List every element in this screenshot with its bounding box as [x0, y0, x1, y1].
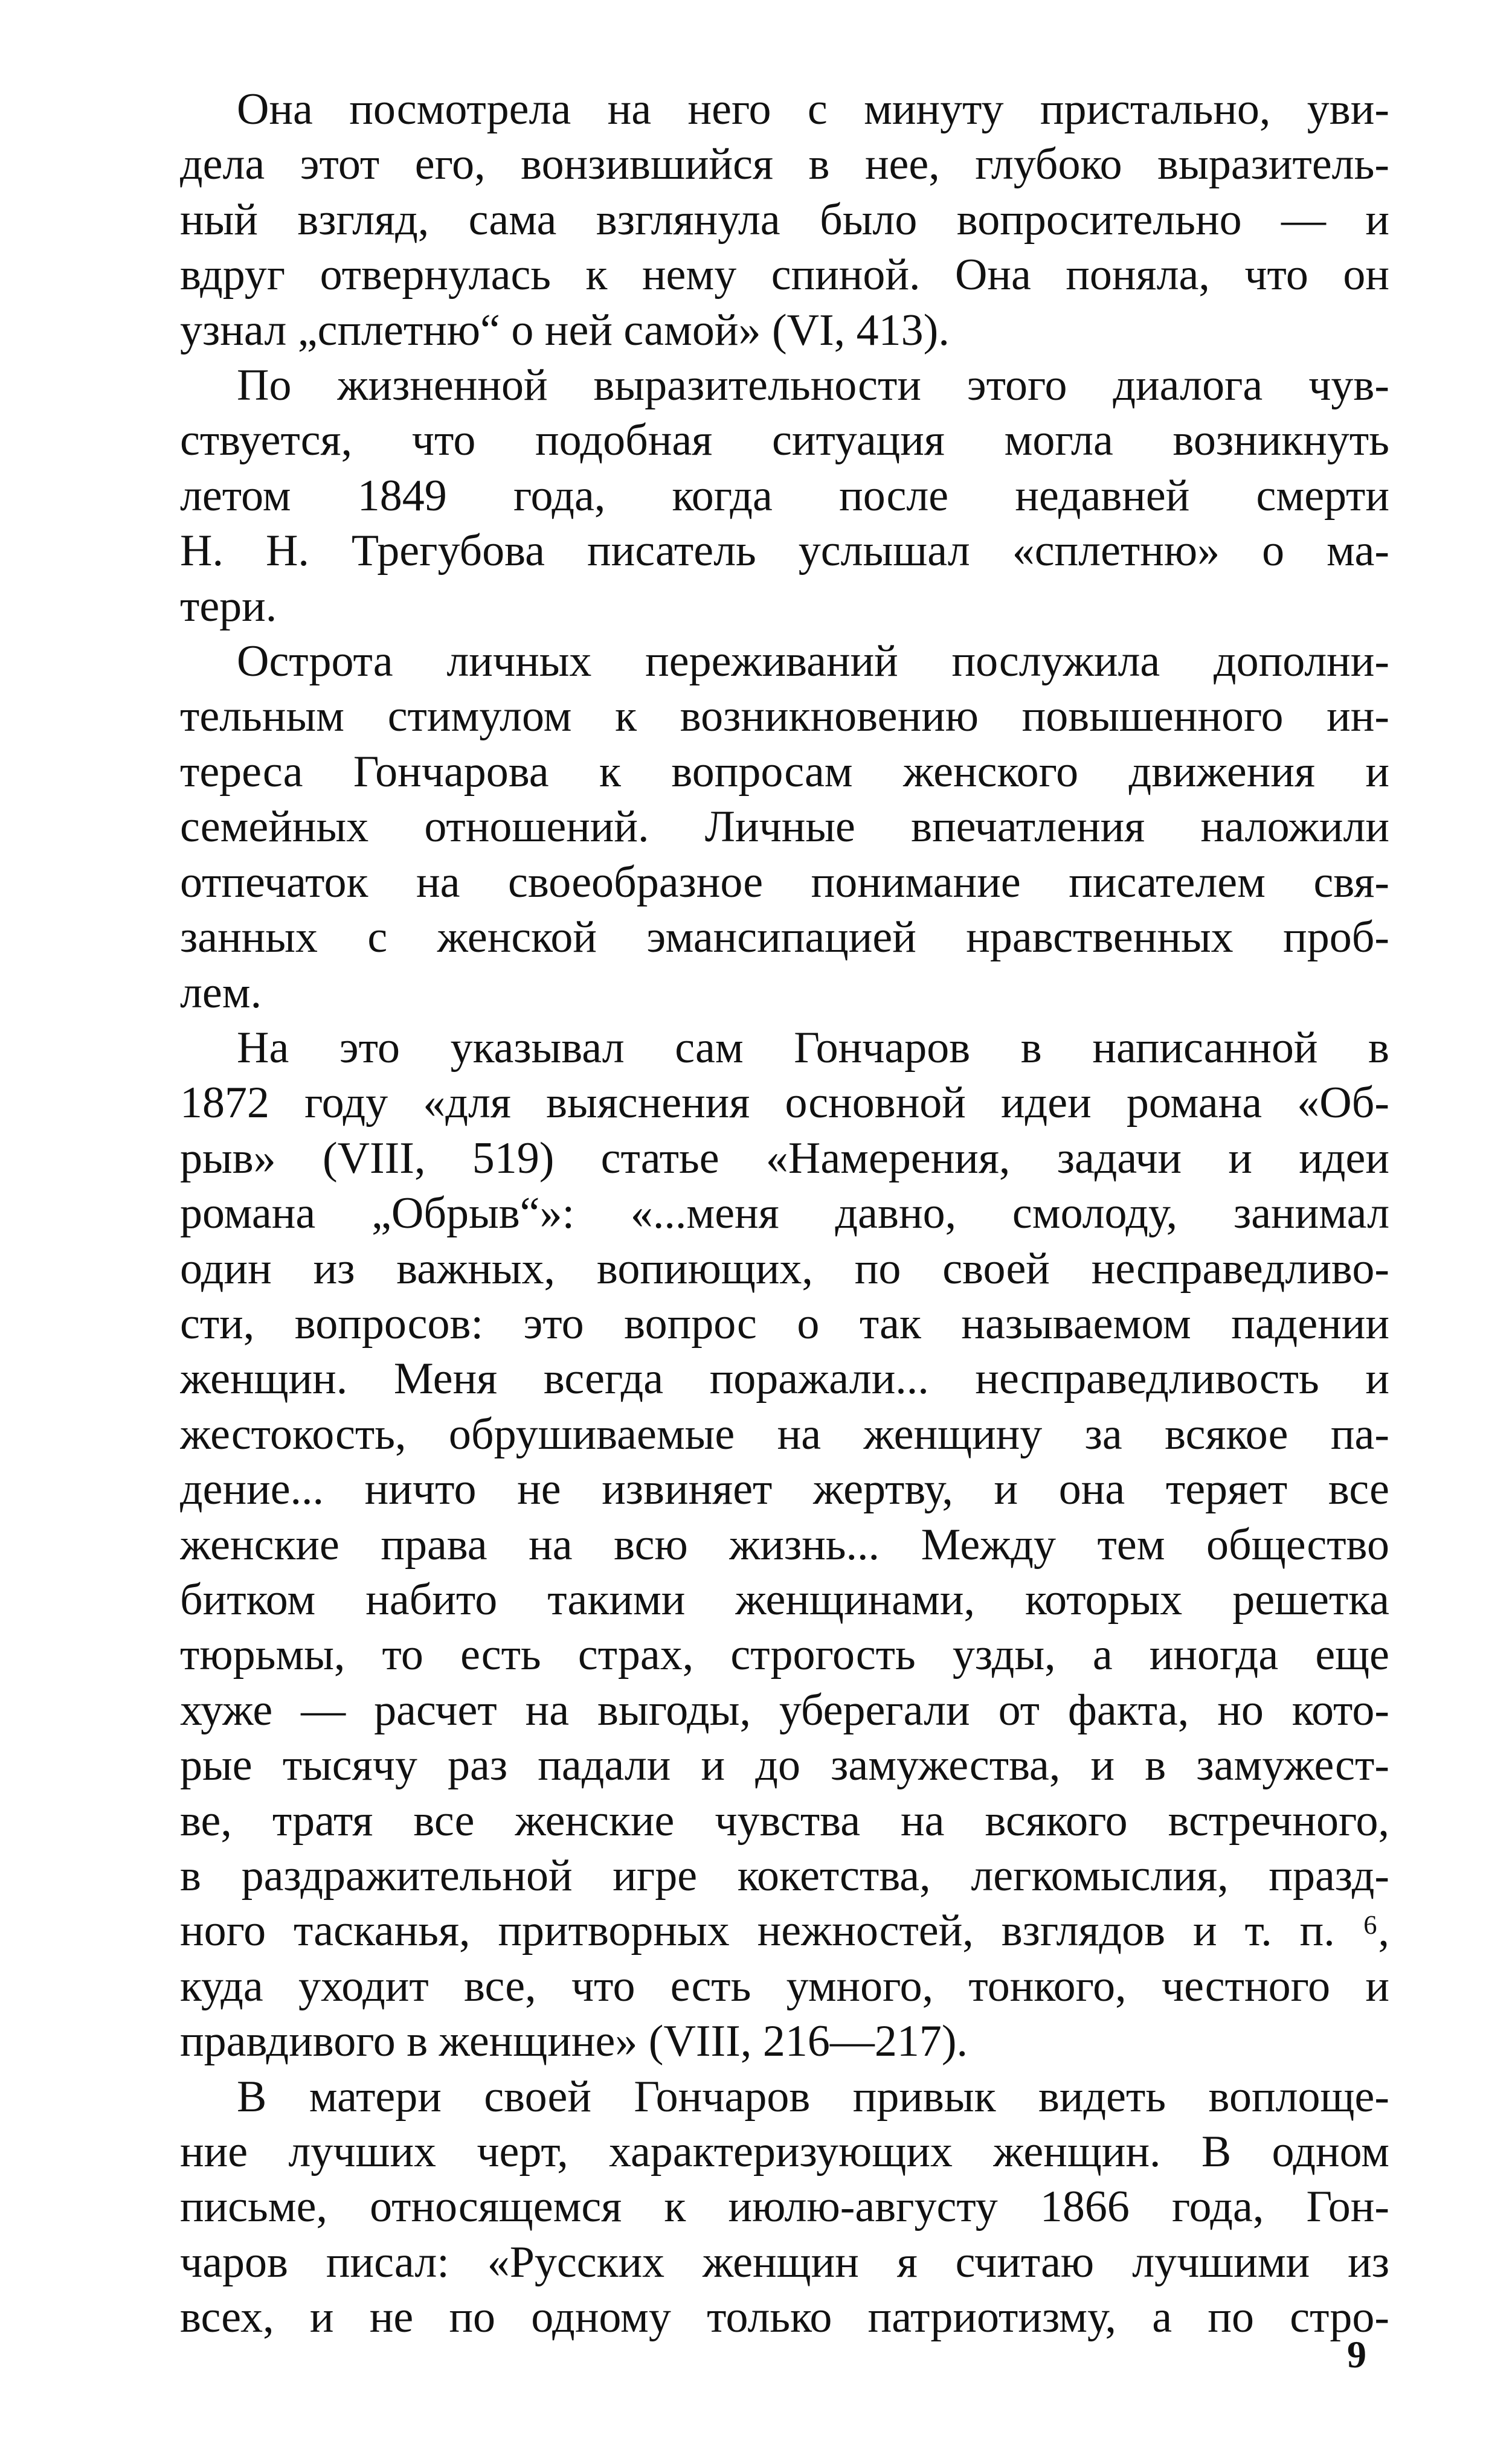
text-line: в раздражительной игре кокетства, легкомыслия, празд-	[180, 1851, 1389, 1901]
text-line: лем.	[180, 967, 262, 1018]
text-line: рыв» (VIII, 519) статье «Намерения, задачи и идеи	[180, 1133, 1389, 1183]
text-line: один из важных, вопиющих, по своей несправедливо-	[180, 1243, 1389, 1294]
text-line: тери.	[180, 581, 277, 631]
text-line: тюрьмы, то есть страх, строгость узды, а иногда еще	[180, 1630, 1389, 1680]
text-line: ве, тратя все женские чувства на всякого встречного,	[180, 1795, 1389, 1846]
text-line: отпечаток на своеобразное понимание писателем свя-	[180, 857, 1389, 907]
text-line: письме, относящемся к июлю-августу 1866 года, Гон-	[180, 2182, 1389, 2232]
text-line: дение... ничто не извиняет жертву, и она теряет все	[180, 1465, 1389, 1515]
paragraph	[180, 2070, 1389, 2346]
text-line: ный взгляд, сама взглянула было вопросительно — и	[180, 194, 1389, 245]
text-line: рые тысячу раз падали и до замужества, и в замужест-	[180, 1741, 1389, 1791]
text-line: романа „Обрыв“»: «...меня давно, смолоду, занимал	[180, 1189, 1389, 1239]
text-line: Она посмотрела на него с минуту пристально, уви-	[237, 85, 1389, 134]
text-line: правдивого в женщине» (VIII, 216—217).	[180, 2016, 968, 2067]
text-line: женские права на всю жизнь... Между тем общество	[180, 1519, 1389, 1570]
text-line: По жизненной выразительности этого диалога чув-	[237, 361, 1389, 411]
text-line: 1872 году «для выяснения основной идеи романа «Об-	[180, 1078, 1389, 1128]
text-line: хуже — расчет на выгоды, уберегали от факта, но кото-	[180, 1685, 1389, 1735]
text-line: жестокость, обрушиваемые на женщину за всякое па-	[180, 1409, 1389, 1459]
text-line: куда уходит все, что есть умного, тонкого, честного и	[180, 1961, 1389, 2011]
text-line: Н. Н. Трегубова писатель услышал «сплетню» о ма-	[180, 526, 1389, 576]
text-line: сти, вопросов: это вопрос о так называемом падении	[180, 1298, 1389, 1349]
text-line: битком набито такими женщинами, которых решетка	[180, 1574, 1389, 1625]
page-body	[180, 82, 1389, 2346]
text-line: вдруг отвернулась к нему спиной. Она поняла, что он	[180, 250, 1389, 300]
text-line: В матери своей Гончаров привык видеть воплоще-	[237, 2071, 1389, 2122]
text-line: всех, и не по одному только патриотизму, а по стро-	[180, 2292, 1389, 2343]
text-line: ствуется, что подобная ситуация могла возникнуть	[180, 415, 1389, 466]
text-line: летом 1849 года, когда после недавней смерти	[180, 470, 1389, 521]
text-line: На это указывал сам Гончаров в написанной в	[237, 1022, 1389, 1073]
paragraph	[180, 82, 1389, 358]
text-line: дела этот его, вонзившийся в нее, глубоко выразитель-	[180, 140, 1389, 190]
text-line: Острота личных переживаний послужила дополни-	[237, 637, 1389, 687]
text-line: ного тасканья, притворных нежностей, взглядов и т. п. ⁶,	[180, 1906, 1389, 1956]
text-line: ние лучших черт, характеризующих женщин. В одном	[180, 2127, 1389, 2177]
text-line: женщин. Меня всегда поражали... несправедливость и	[180, 1354, 1389, 1404]
text-line: тельным стимулом к возникновению повышенного ин-	[180, 691, 1389, 742]
text-line: чаров писал: «Русских женщин я считаю лучшими из	[180, 2237, 1389, 2287]
text-line: тереса Гончарова к вопросам женского движения и	[180, 746, 1389, 797]
paragraph	[180, 634, 1389, 1021]
text-line: семейных отношений. Личные впечатления наложили	[180, 802, 1389, 852]
text-line: занных с женской эмансипацией нравственных проб-	[180, 913, 1389, 963]
paragraph	[180, 1021, 1389, 2070]
text-line: узнал „сплетню“ о ней самой» (VI, 413).	[180, 305, 950, 355]
page-number: 9	[1347, 2333, 1366, 2376]
paragraph	[180, 358, 1389, 634]
